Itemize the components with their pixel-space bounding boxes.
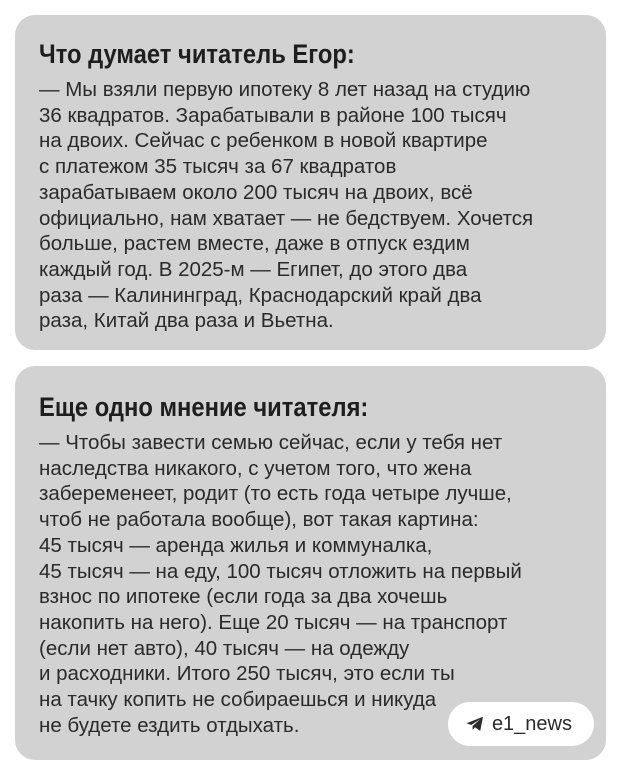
- text-line: (если нет авто), 40 тысяч — на одежду: [39, 636, 410, 660]
- text-line: зарабатываем около 200 тысяч на двоих, всё: [39, 180, 473, 204]
- card-title: Что думает читатель Егор:: [39, 39, 355, 69]
- reader-opinion-card-egor: [15, 15, 606, 350]
- card-body: [39, 77, 582, 334]
- text-line: 45 тысяч — на еду, 100 тысяч отложить на первый: [39, 559, 522, 583]
- channel-name: e1_news: [491, 712, 572, 735]
- text-line: и расходники. Итого 250 тысяч, это если ты: [39, 662, 455, 686]
- text-line: каждый год. В 2025-м — Египет, до этого два: [39, 257, 468, 281]
- text-line: чтоб не работала вообще), вот такая картина:: [39, 508, 479, 532]
- reader-opinion-card-second: [15, 366, 606, 760]
- text-line: 45 тысяч — аренда жилья и коммуналка,: [39, 533, 433, 557]
- card-body: [39, 430, 582, 738]
- channel-badge[interactable]: [448, 702, 594, 746]
- text-line: на тачку копить не собираешься и никуда: [39, 688, 437, 712]
- text-line: больше, растем вместе, даже в отпуск ездим: [39, 232, 470, 256]
- telegram-icon: [466, 716, 484, 732]
- text-line: накопить на него). Еще 20 тысяч — на транспорт: [39, 610, 508, 634]
- text-line: забеременеет, родит (то есть года четыре лучше,: [39, 482, 512, 506]
- text-line: раза — Калининград, Краснодарский край два: [39, 283, 482, 307]
- text-line: 36 квадратов. Зарабатывали в районе 100 тысяч: [39, 103, 507, 127]
- card-title: Еще одно мнение читателя:: [39, 392, 369, 422]
- text-line: официально, нам хватает — не бедствуем. Хочется: [39, 206, 534, 230]
- text-line: — Мы взяли первую ипотеку 8 лет назад на студию: [39, 78, 531, 101]
- text-line: раза, Китай два раза и Вьетна.: [39, 309, 334, 333]
- text-line: на двоих. Сейчас с ребенком в новой квартире: [39, 129, 488, 153]
- text-line: — Чтобы завести семью сейчас, если у тебя нет: [39, 431, 503, 454]
- text-line: наследства никакого, с учетом того, что жена: [39, 456, 472, 480]
- text-line: не будете ездить отдыхать.: [39, 713, 300, 737]
- text-line: с платежом 35 тысяч за 67 квадратов: [39, 155, 397, 179]
- text-line: взнос по ипотеке (если года за два хочешь: [39, 585, 448, 609]
